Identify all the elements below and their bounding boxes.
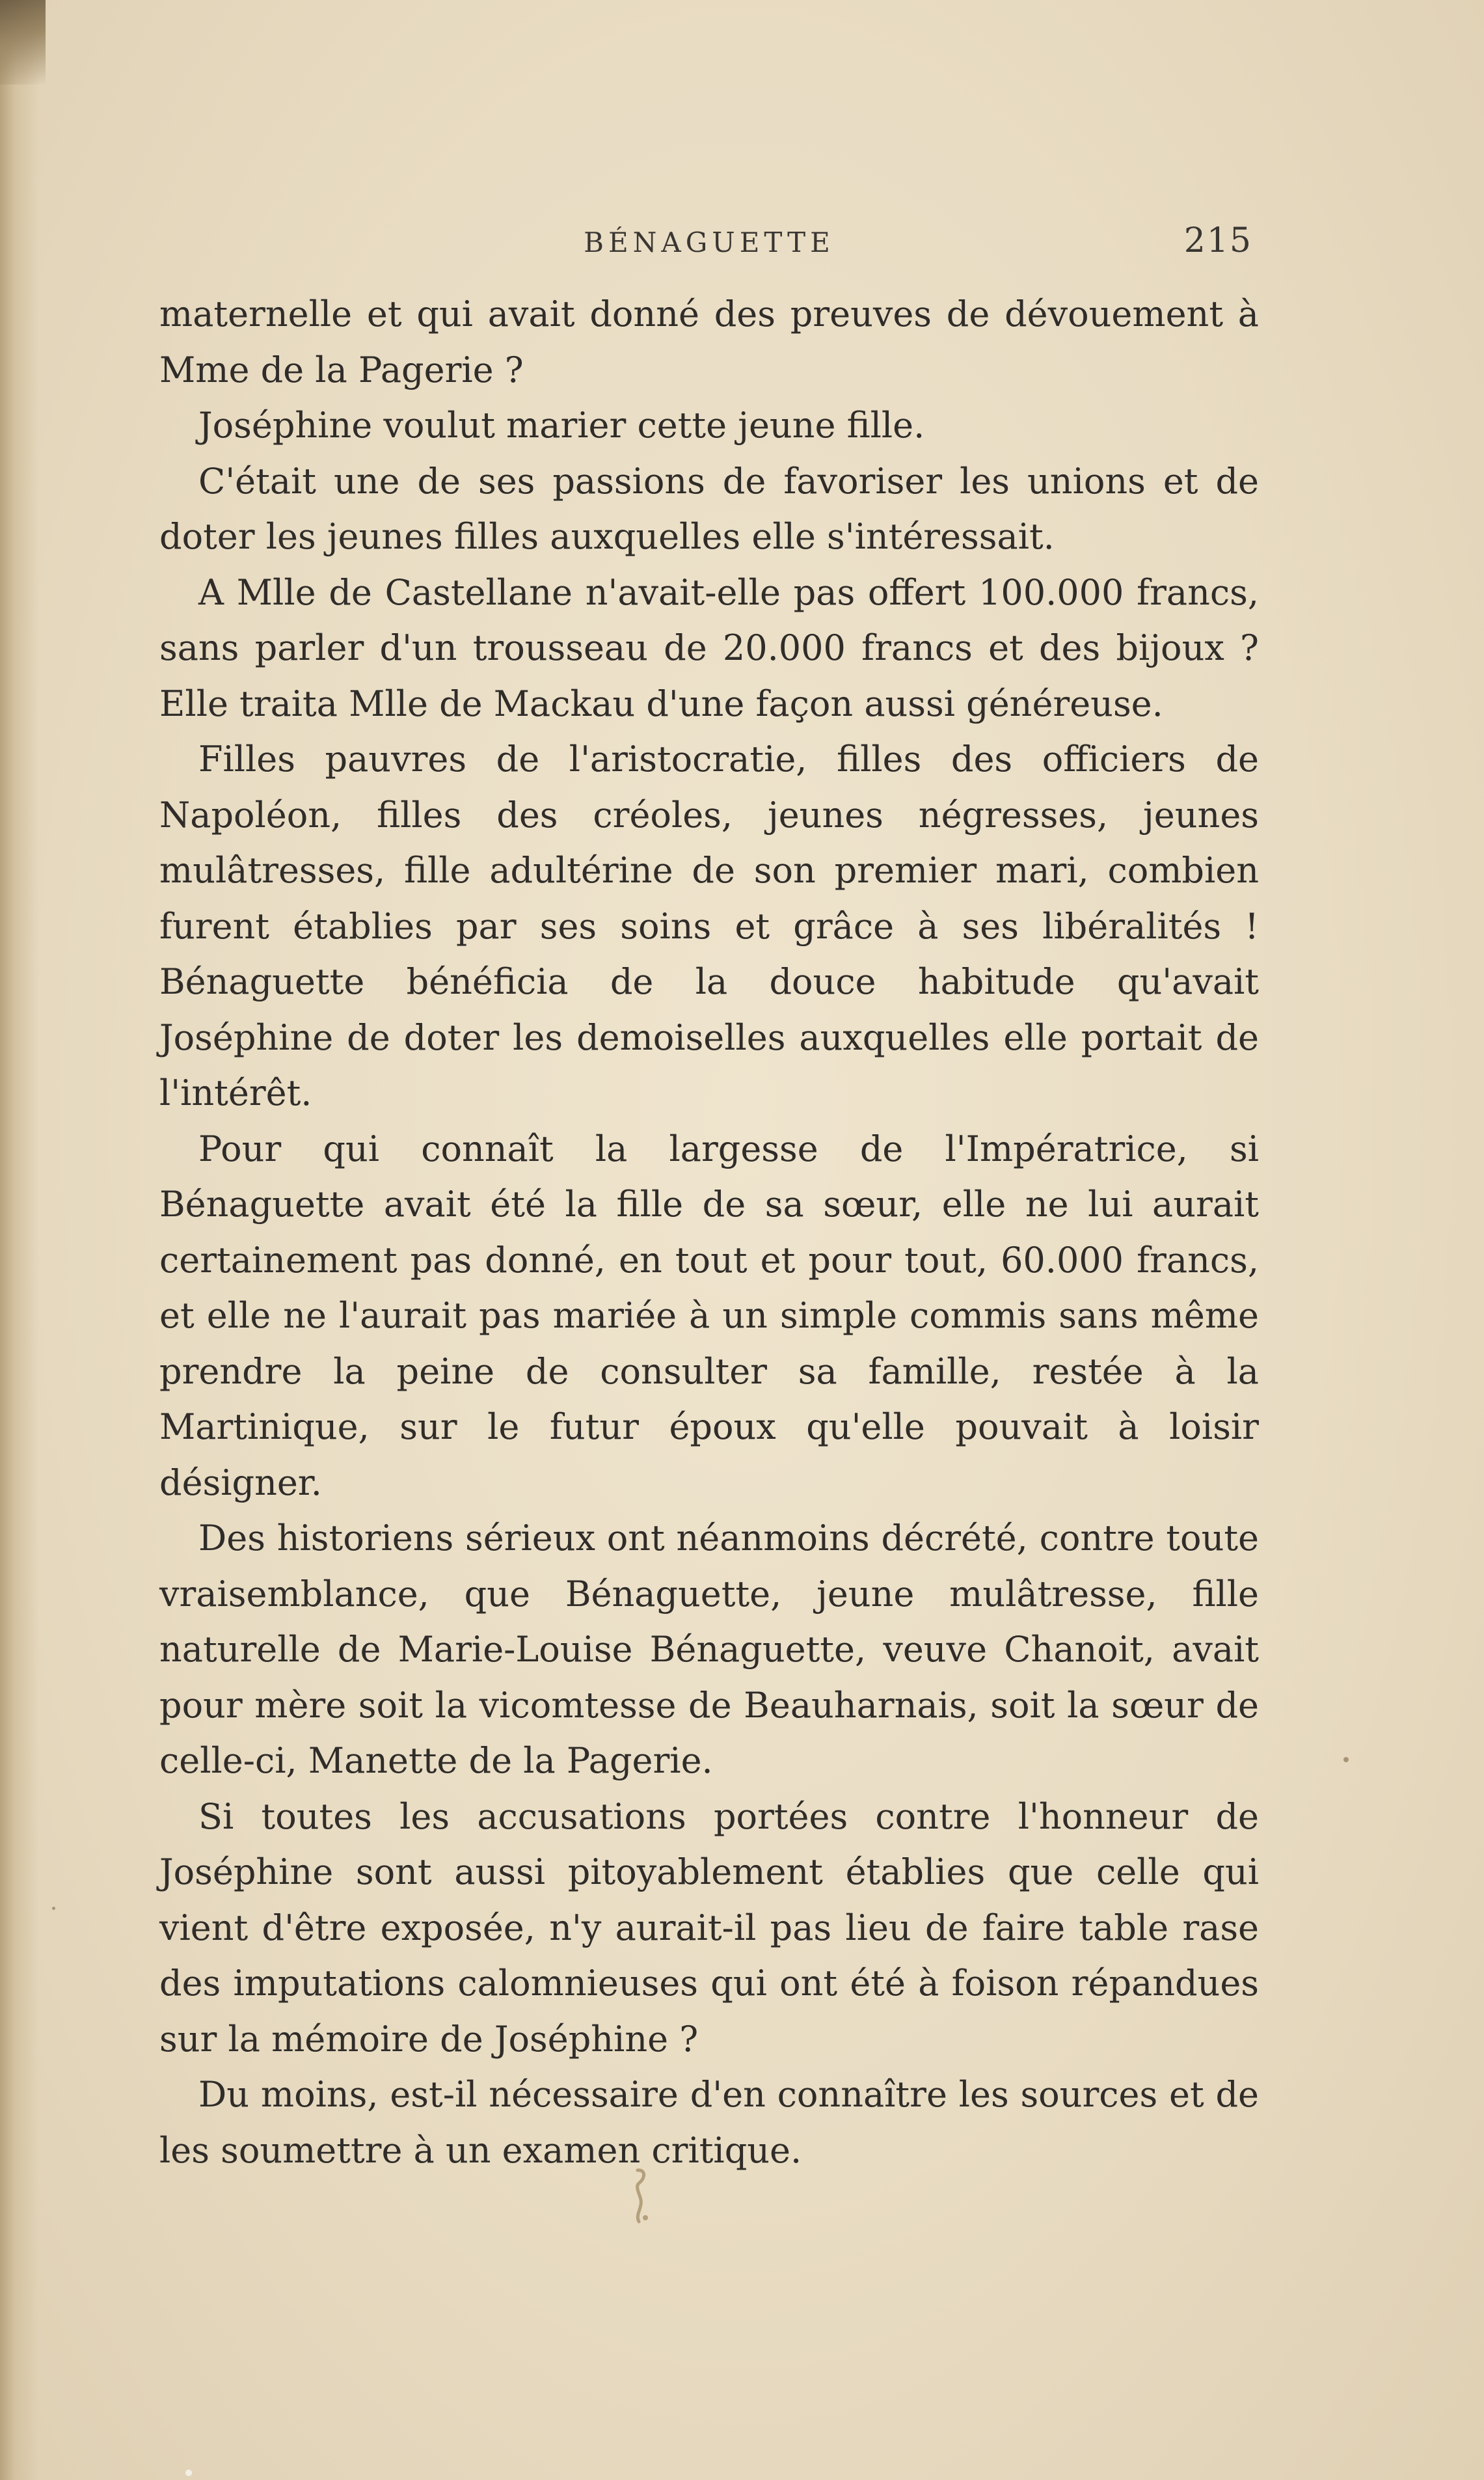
paper-speck bbox=[185, 2470, 192, 2476]
paragraph: Du moins, est-il nécessaire d'en connaître les sources et de les soumettre à un examen critique. bbox=[159, 2074, 1259, 2171]
ornament-mark-icon bbox=[623, 2167, 656, 2226]
body-text bbox=[159, 286, 1259, 2178]
running-title: BÉNAGUETTE bbox=[584, 226, 835, 258]
page-number: 215 bbox=[1183, 221, 1252, 260]
paragraph: Joséphine voulut marier cette jeune fille. bbox=[198, 405, 925, 446]
page-gutter bbox=[0, 0, 39, 2480]
paragraph: Filles pauvres de l'aristocratie, filles des officiers de Napoléon, filles des créoles, jeunes négresses, jeunes mulâtresses, fille adultérine de son premier mari, combien furent établies par ses soins et grâce à ses libéralités ! Bénaguette bénéficia de la douce habitude qu'avait Joséphine de doter les demoiselles auxquelles elle portait de l'intérêt. bbox=[159, 739, 1259, 1113]
page-header bbox=[159, 215, 1259, 267]
paragraph: A Mlle de Castellane n'avait-elle pas offert 100.000 francs, sans parler d'un trousseau de 20.000 francs et des bijoux ? Elle traita Mlle de Mackau d'une façon aussi généreuse. bbox=[159, 571, 1259, 724]
paragraph: C'était une de ses passions de favoriser les unions et de doter les jeunes filles auxquelles elle s'intéressait. bbox=[159, 460, 1259, 557]
page-corner-shadow bbox=[0, 0, 46, 85]
paragraph: Pour qui connaît la largesse de l'Impératrice, si Bénaguette avait été la fille de sa sœur, elle ne lui aurait certainement pas donné, en tout et pour tout, 60.000 francs, et elle ne l'aurait pas mariée à un simple commis sans même prendre la peine de consulter sa famille, restée à la Martinique, sur le futur époux qu'elle pouvait à loisir désigner. bbox=[159, 1128, 1259, 1503]
paragraph: Des historiens sérieux ont néanmoins décrété, contre toute vraisemblance, que Bénaguette, jeune mulâtresse, fille naturelle de Marie-Louise Bénaguette, veuve Chanoit, avait pour mère soit la vicomtesse de Beauharnais, soit la sœur de celle-ci, Manette de la Pagerie. bbox=[159, 1518, 1259, 1781]
paper-speck bbox=[1343, 1757, 1349, 1762]
paragraph: maternelle et qui avait donné des preuves de dévouement à Mme de la Pagerie ? bbox=[159, 293, 1259, 390]
paper-speck bbox=[52, 1907, 55, 1910]
paragraph: Si toutes les accusations portées contre l'honneur de Joséphine sont aussi pitoyablement établies que celle qui vient d'être exposée, n'y aurait-il pas lieu de faire table rase des imputations calomnieuses qui ont été à foison répandues sur la mémoire de Joséphine ? bbox=[159, 1795, 1259, 2060]
